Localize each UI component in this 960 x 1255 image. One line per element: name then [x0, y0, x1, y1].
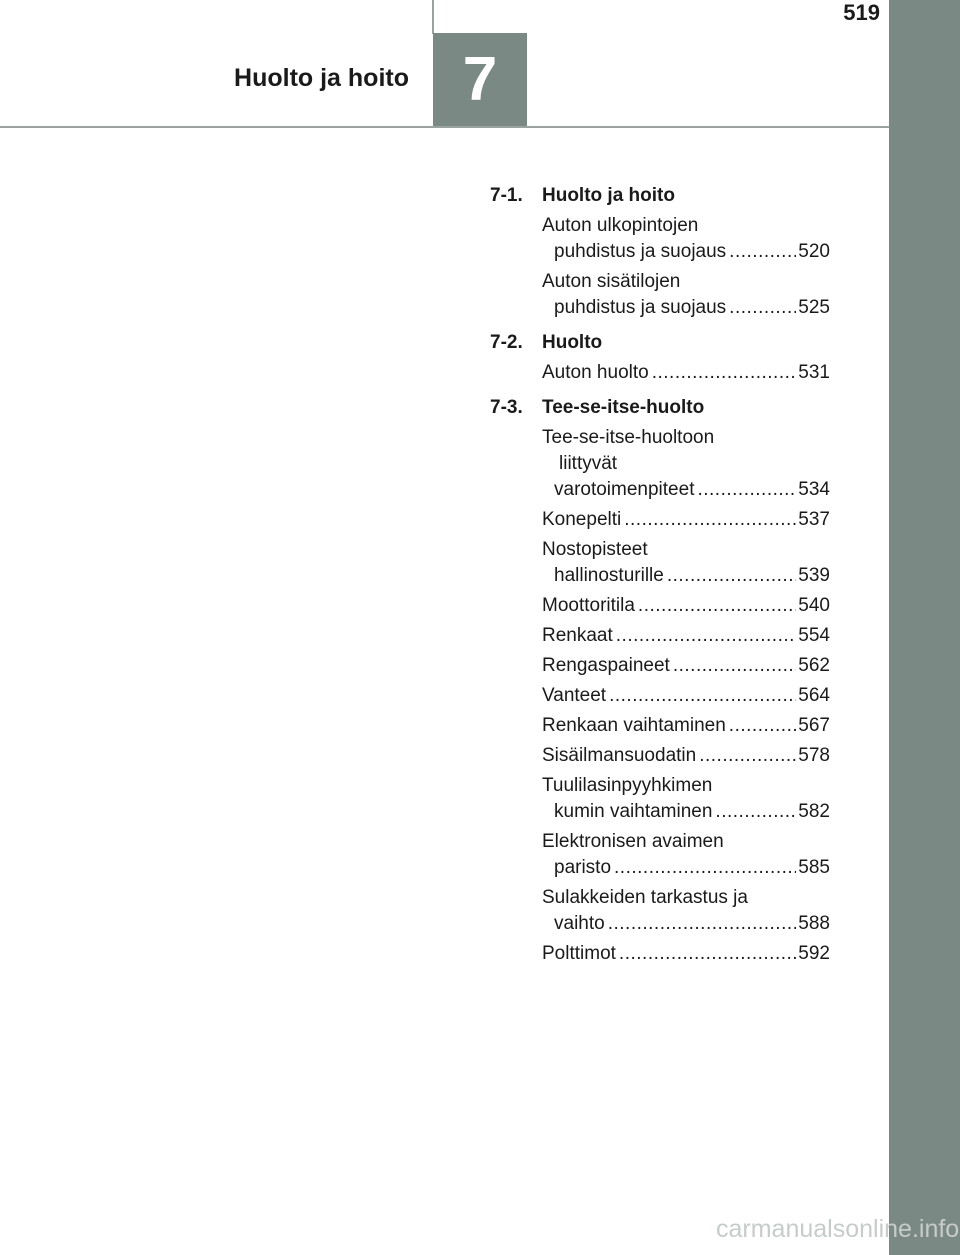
- entry-text-line: Sisäilmansuodatin: [542, 745, 697, 766]
- toc-entry[interactable]: [542, 537, 830, 589]
- dot-leader: [729, 713, 797, 739]
- entry-page-number: 520: [798, 241, 830, 262]
- toc-entry[interactable]: [542, 773, 830, 825]
- entry-page-number: 562: [798, 655, 830, 676]
- entry-page-number: 588: [798, 913, 830, 934]
- dot-leader: [609, 683, 796, 709]
- entry-text-line: Tee-se-itse-huoltoon: [542, 427, 715, 448]
- entry-text-line: Polttimot: [542, 943, 616, 964]
- entry-text-line: paristo: [554, 857, 612, 878]
- section-heading[interactable]: [490, 183, 830, 209]
- entry-text-line: Renkaat: [542, 625, 613, 646]
- table-of-contents: [490, 183, 830, 976]
- toc-entry[interactable]: [542, 425, 830, 503]
- toc-entry[interactable]: [542, 507, 830, 533]
- page-number: 519: [843, 0, 880, 25]
- toc-entry[interactable]: [542, 213, 830, 265]
- entry-text-line: Renkaan vaihtaminen: [542, 715, 726, 736]
- dot-leader: [729, 239, 796, 265]
- entry-page-number: 592: [798, 943, 830, 964]
- toc-entry[interactable]: [542, 360, 830, 386]
- entry-page-number: 539: [798, 565, 830, 586]
- entry-page-number: 531: [798, 362, 830, 383]
- section-number: 7-2.: [490, 332, 523, 353]
- toc-entry[interactable]: [542, 269, 830, 321]
- entry-page-number: 564: [798, 685, 830, 706]
- entry-text-line: Konepelti: [542, 509, 622, 530]
- dot-leader: [616, 623, 797, 649]
- entry-text-line: Auton sisätilojen: [542, 271, 681, 292]
- entry-page-number: 537: [798, 509, 830, 530]
- toc-entry[interactable]: [542, 743, 830, 769]
- entry-text-line: liittyvät: [559, 453, 618, 474]
- entry-page-number: 585: [798, 857, 830, 878]
- entry-text-line: puhdistus ja suojaus: [554, 297, 727, 318]
- dot-leader: [608, 911, 797, 937]
- entry-page-number: 554: [798, 625, 830, 646]
- entry-text-line: vaihto: [554, 913, 605, 934]
- section-title: Tee-se-itse-huolto: [542, 397, 705, 418]
- dot-leader: [638, 593, 796, 619]
- dot-leader: [614, 855, 796, 881]
- section-title: Huolto ja hoito: [542, 185, 675, 206]
- dot-leader: [697, 477, 796, 503]
- dot-leader: [619, 941, 796, 967]
- toc-entry[interactable]: [542, 713, 830, 739]
- header-rule: [0, 126, 889, 128]
- entry-text-line: Auton huolto: [542, 362, 649, 383]
- entry-page-number: 567: [798, 715, 830, 736]
- toc-section-7-2: [490, 330, 830, 386]
- chapter-side-tab: [889, 0, 960, 1255]
- section-title: Huolto: [542, 332, 603, 353]
- dot-leader: [624, 507, 796, 533]
- dot-leader: [715, 799, 796, 825]
- entry-page-number: 540: [798, 595, 830, 616]
- toc-entry[interactable]: [542, 683, 830, 709]
- dot-leader: [729, 295, 796, 321]
- entry-text-line: Rengaspaineet: [542, 655, 670, 676]
- entry-text-line: Moottoritila: [542, 595, 635, 616]
- chapter-title: Huolto ja hoito: [234, 64, 409, 92]
- entry-text-line: Tuulilasinpyyhkimen: [542, 775, 713, 796]
- entry-text-line: hallinosturille: [554, 565, 664, 586]
- entry-text-line: Nostopisteet: [542, 539, 648, 560]
- toc-entry[interactable]: [542, 885, 830, 937]
- entry-text-line: Sulakkeiden tarkastus ja: [542, 887, 748, 908]
- toc-entry[interactable]: [542, 829, 830, 881]
- entry-page-number: 578: [798, 745, 830, 766]
- entry-text-line: kumin vaihtaminen: [554, 801, 713, 822]
- entry-page-number: 534: [798, 479, 830, 500]
- toc-entry[interactable]: [542, 653, 830, 679]
- entry-text-line: puhdistus ja suojaus: [554, 241, 727, 262]
- entry-text-line: Elektronisen avaimen: [542, 831, 724, 852]
- chapter-number-box: 7: [433, 33, 527, 127]
- entry-text-line: varotoimenpiteet: [554, 479, 695, 500]
- toc-entry[interactable]: [542, 593, 830, 619]
- section-number: 7-1.: [490, 185, 523, 206]
- entry-text-line: Vanteet: [542, 685, 607, 706]
- section-number: 7-3.: [490, 397, 523, 418]
- toc-entry[interactable]: [542, 623, 830, 649]
- entry-page-number: 525: [798, 297, 830, 318]
- toc-entry[interactable]: [542, 941, 830, 967]
- entry-text-line: Auton ulkopintojen: [542, 215, 699, 236]
- section-heading[interactable]: [490, 330, 830, 356]
- toc-section-7-1: [490, 183, 830, 321]
- dot-leader: [667, 563, 796, 589]
- section-heading[interactable]: [490, 395, 830, 421]
- watermark: carmanualsonline.info: [716, 1215, 960, 1243]
- toc-section-7-3: [490, 395, 830, 967]
- header-divider: [432, 0, 434, 34]
- entry-page-number: 582: [798, 801, 830, 822]
- dot-leader: [652, 360, 797, 386]
- dot-leader: [699, 743, 796, 769]
- dot-leader: [673, 653, 796, 679]
